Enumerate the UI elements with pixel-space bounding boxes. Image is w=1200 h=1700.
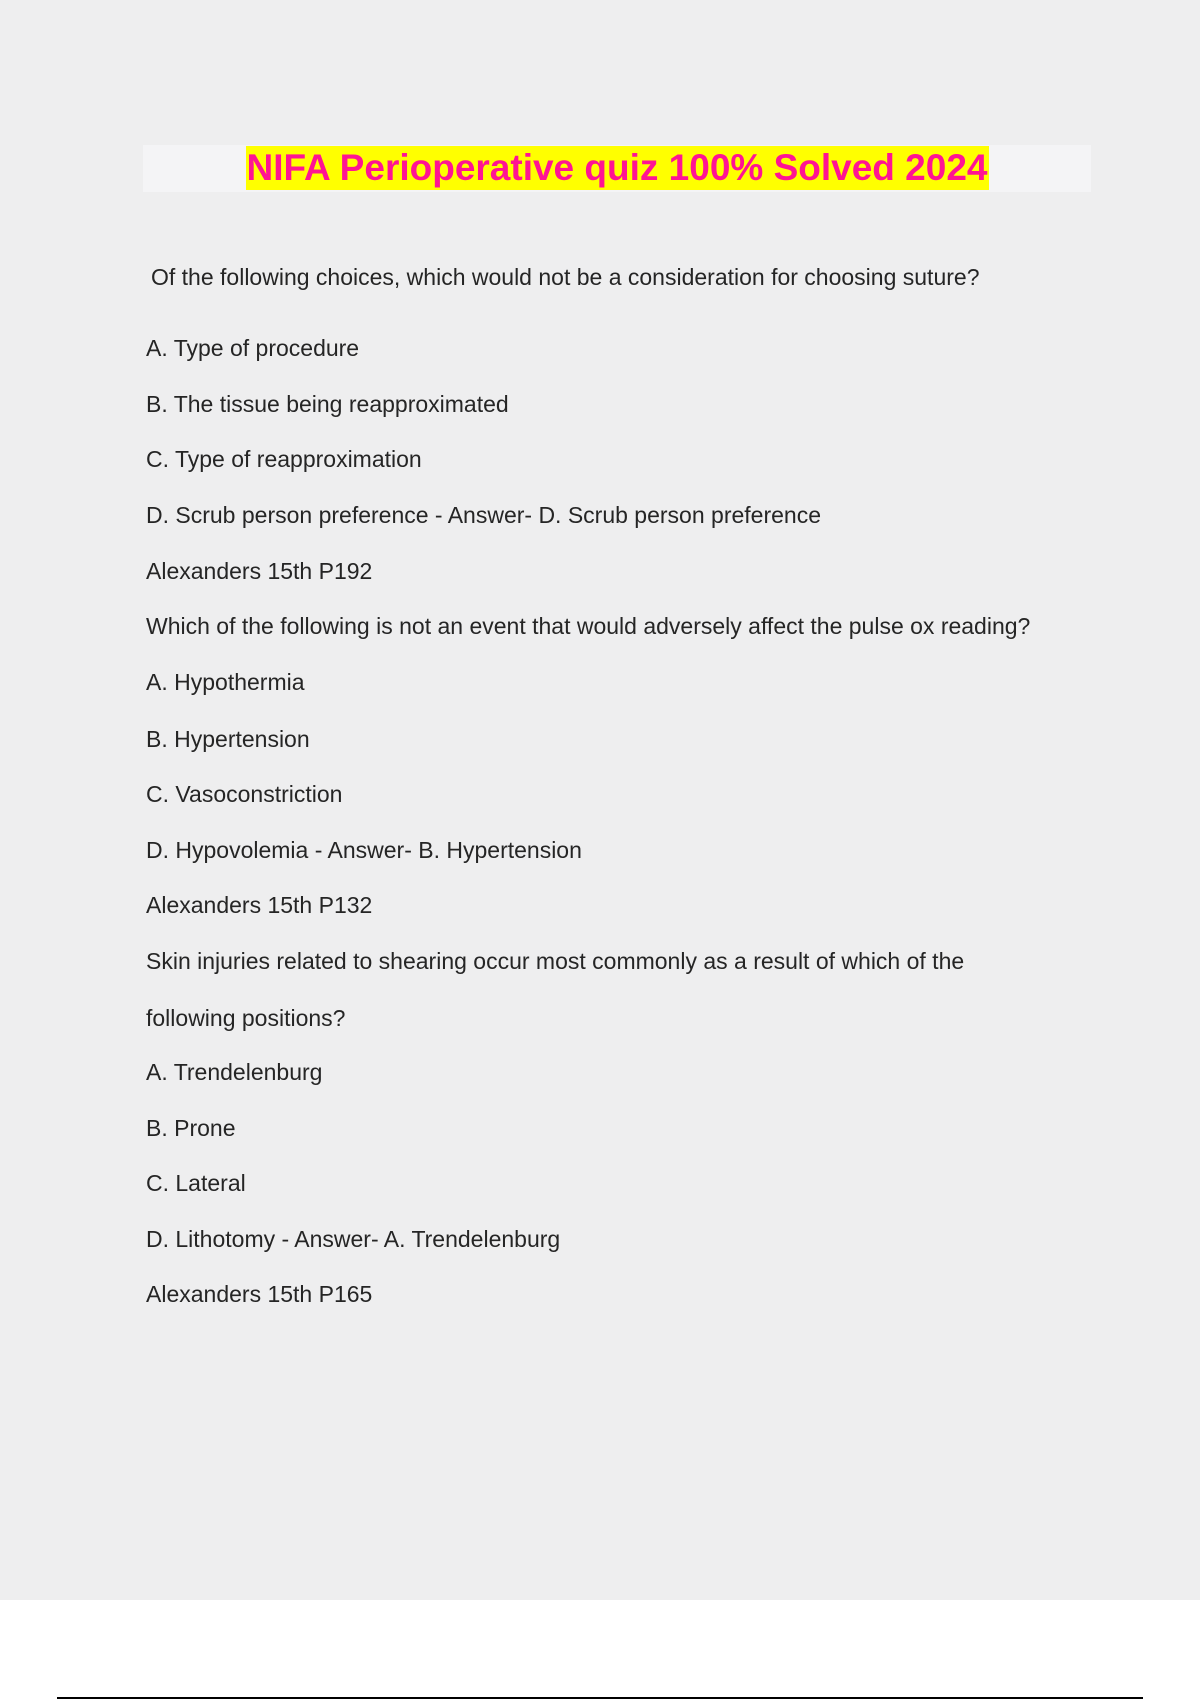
question-3-option-d-answer: D. Lithotomy - Answer- A. Trendelenburg bbox=[146, 1226, 561, 1252]
question-3-option-c: C. Lateral bbox=[146, 1170, 246, 1196]
footer-divider bbox=[57, 1697, 1143, 1699]
question-3-text-line-1: Skin injuries related to shearing occur most commonly as a result of which of the bbox=[146, 948, 965, 974]
question-2-text: Which of the following is not an event that would adversely affect the pulse ox reading? bbox=[146, 613, 1031, 639]
question-2-option-c: C. Vasoconstriction bbox=[146, 781, 343, 807]
question-1-reference: Alexanders 15th P192 bbox=[146, 558, 373, 584]
question-3-option-b: B. Prone bbox=[146, 1115, 236, 1141]
question-3-option-a: A. Trendelenburg bbox=[146, 1059, 323, 1085]
question-3-reference: Alexanders 15th P165 bbox=[146, 1281, 373, 1307]
question-1-option-c: C. Type of reapproximation bbox=[146, 446, 422, 472]
document-title: NIFA Perioperative quiz 100% Solved 2024 bbox=[246, 147, 988, 188]
question-2-option-d-answer: D. Hypovolemia - Answer- B. Hypertension bbox=[146, 837, 582, 863]
question-2-option-a: A. Hypothermia bbox=[146, 669, 305, 695]
question-3-text-line-2: following positions? bbox=[146, 1005, 346, 1031]
question-1-option-b: B. The tissue being reapproximated bbox=[146, 391, 509, 417]
question-1-text: Of the following choices, which would not be a consideration for choosing suture? bbox=[151, 264, 980, 290]
question-1-option-d-answer: D. Scrub person preference - Answer- D. Scrub person preference bbox=[146, 502, 821, 528]
question-2-option-b: B. Hypertension bbox=[146, 726, 310, 752]
question-1-option-a: A. Type of procedure bbox=[146, 335, 360, 361]
question-2-reference: Alexanders 15th P132 bbox=[146, 892, 373, 918]
title-band bbox=[143, 145, 1091, 192]
